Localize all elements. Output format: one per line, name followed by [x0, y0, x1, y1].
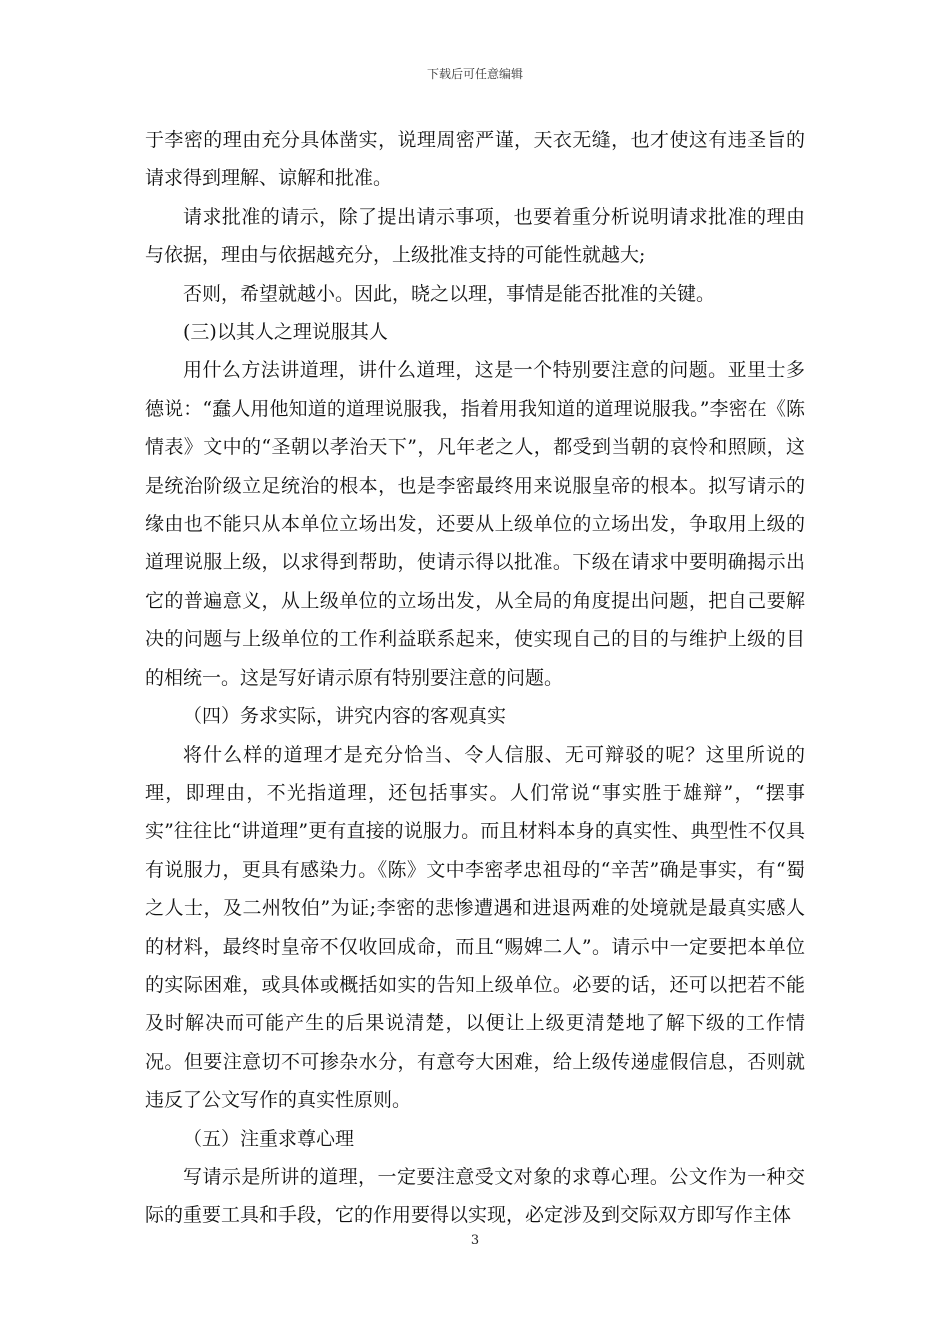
paragraph-continuation: 于李密的理由充分具体凿实，说理周密严谨，天衣无缝，也才使这有违圣旨的请求得到理解、谅解和批准。	[145, 129, 805, 190]
paragraph: 请求批准的请示，除了提出请示事项，也要着重分析说明请求批准的理由与依据，理由与依据越充分，上级批准支持的可能性就越大;	[145, 205, 805, 267]
paragraph: 将什么样的道理才是充分恰当、令人信服、无可辩驳的呢？这里所说的理，即理由，不光指道理，还包括事实。人们常说“事实胜于雄辩”，“摆事实”往往比“讲道理”更有直接的说服力。而且材料本身的真实性、典型性不仅具有说服力，更具有感染力。《陈》文中李密孝忠祖母的“辛苦”确是事实，有“蜀之人士，及二州牧伯”为证;李密的悲惨遭遇和进退两难的处境就是最真实感人的材料，最终时皇帝不仅收回成命，而且“赐婢二人”。请示中一定要把本单位的实际困难，或具体或概括如实的告知上级单位。必要的话，还可以把若不能及时解决而可能产生的后果说清楚，以便让上级更清楚地了解下级的工作情况。但要注意切不可掺杂水分，有意夸大困难，给上级传递虚假信息，否则就违反了公文写作的真实性原则。	[145, 743, 805, 1112]
page-header: 下载后可任意编辑	[426, 67, 523, 81]
page-number: 3	[470, 1233, 480, 1248]
section-heading: （四）务求实际，讲究内容的客观真实	[183, 705, 507, 728]
paragraph: 写请示是所讲的道理，一定要注意受文对象的求尊心理。公文作为一种交际的重要工具和手段，它的作用要得以实现，必定涉及到交际双方即写作主体	[145, 1165, 805, 1227]
section-heading: (三)以其人之理说服其人	[183, 321, 388, 344]
paragraph: 用什么方法讲道理，讲什么道理，这是一个特别要注意的问题。亚里士多德说：“蠢人用他知道的道理说服我，指着用我知道的道理说服我。”李密在《陈情表》文中的“圣朝以孝治天下”，凡年老之人，都受到当朝的哀怜和照顾，这是统治阶级立足统治的根本，也是李密最终用来说服皇帝的根本。拟写请示的缘由也不能只从本单位立场出发，还要从上级单位的立场出发，争取用上级的道理说服上级，以求得到帮助，使请示得以批准。下级在请求中要明确揭示出它的普遍意义，从上级单位的立场出发，从全局的角度提出问题，把自己要解决的问题与上级单位的工作利益联系起来，使实现自己的目的与维护上级的目的相统一。这是写好请示原有特别要注意的问题。	[145, 359, 805, 689]
section-heading: （五）注重求尊心理	[183, 1127, 355, 1150]
paragraph: 否则，希望就越小。因此，晓之以理，事情是能否批准的关键。	[183, 282, 716, 305]
document-body	[145, 121, 805, 1235]
